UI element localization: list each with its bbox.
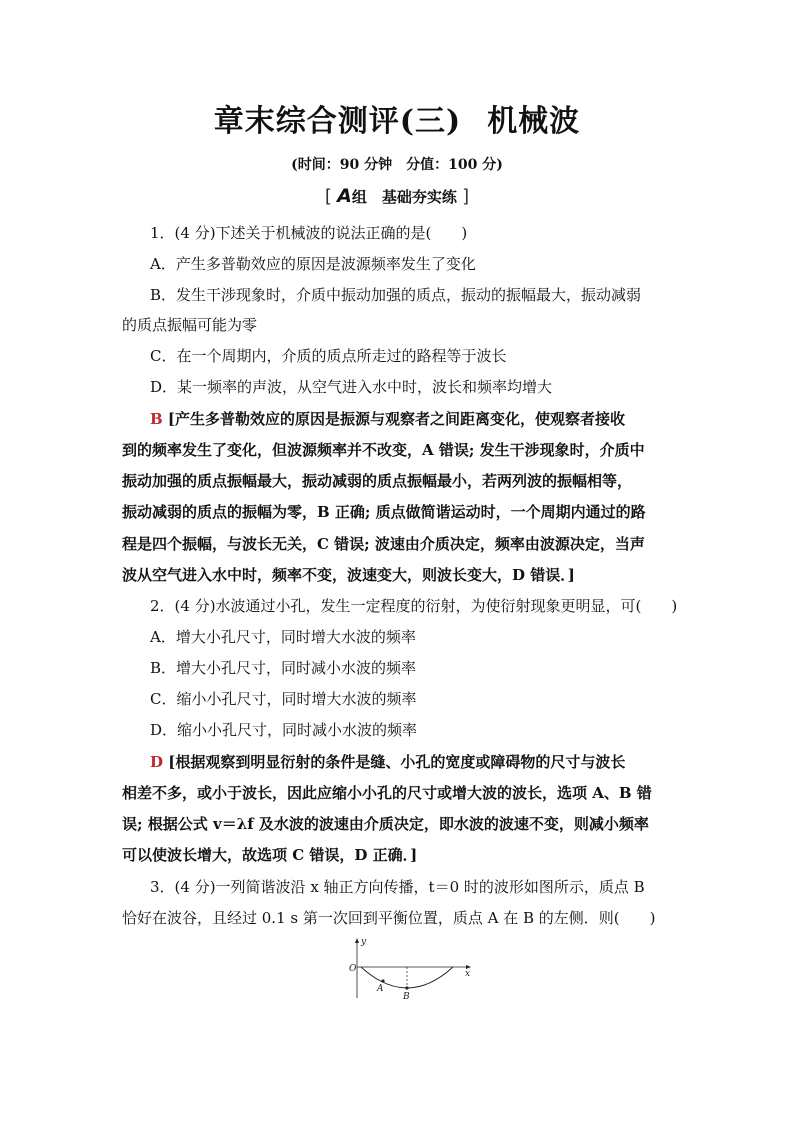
point-a-label: A	[377, 984, 384, 994]
q1-stem: 1．(4 分)下述关于机械波的说法正确的是( )	[150, 224, 468, 242]
q1-answer: B	[150, 410, 163, 428]
section-letter: A	[337, 185, 352, 207]
q1-explanation-line2: 到的频率发生了变化，但波源频率并不改变，A 错误; 发生干涉现象时，介质中	[122, 441, 645, 459]
q2-answer: D	[150, 753, 164, 771]
q1-explanation-line6: 波从空气进入水中时，频率不变，波速变大，则波长变大，D 错误．]	[122, 566, 575, 584]
q2-option-a: A．增大小孔尺寸，同时增大水波的频率	[150, 628, 416, 646]
page-title	[0, 96, 794, 140]
q1-explanation-line5: 程是四个振幅，与波长无关，C 错误; 波速由介质决定，频率由波源决定，当声	[122, 535, 645, 553]
q1-option-b-line1: B．发生干涉现象时，介质中振动加强的质点，振动的振幅最大，振动减弱	[150, 286, 642, 304]
q3-stem-line2: 恰好在波谷，且经过 0.1 s 第一次回到平衡位置，质点 A 在 B 的左侧．则( )	[122, 909, 656, 927]
q2-option-b: B．增大小孔尺寸，同时减小水波的频率	[150, 659, 417, 677]
q1-option-d: D．某一频率的声波，从空气进入水中时，波长和频率均增大	[150, 378, 553, 396]
y-axis-arrow	[355, 938, 359, 943]
q1-explanation-line1	[150, 408, 710, 429]
title-main: 章末综合测评(三)	[213, 104, 462, 139]
exam-info: (时间：90 分钟 分值：100 分)	[291, 157, 503, 173]
section-heading	[0, 185, 794, 207]
x-axis-label: x	[465, 969, 471, 979]
q1-option-c: C．在一个周期内，介质的质点所走过的路程等于波长	[150, 347, 507, 365]
q2-stem: 2．(4 分)水波通过小孔，发生一定程度的衍射，为使衍射现象更明显，可( )	[150, 597, 678, 615]
point-b-marker	[405, 986, 408, 989]
title-topic: 机械波	[487, 104, 581, 139]
wave-figure	[345, 936, 480, 1006]
wave-diagram	[345, 936, 480, 1006]
origin-label: O	[349, 964, 357, 974]
q2-option-d: D．缩小小孔尺寸，同时减小水波的频率	[150, 721, 418, 739]
point-a-marker	[381, 979, 384, 982]
point-b-label: B	[403, 992, 410, 1002]
q2-explanation-text: [根据观察到明显衍射的条件是缝、小孔的宽度或障碍物的尺寸与波长	[168, 753, 626, 771]
q2-explanation-line2: 相差不多，或小于波长，因此应缩小小孔的尺寸或增大波的波长，选项 A、B 错	[122, 784, 652, 802]
section-bracket-right: ]	[462, 186, 470, 207]
q2-explanation-line4: 可以使波长增大，故选项 C 错误，D 正确．]	[122, 846, 418, 864]
section-bracket-left: [	[324, 186, 332, 207]
q3-stem-line1: 3．(4 分)一列简谐波沿 x 轴正方向传播，t＝0 时的波形如图所示，质点 B	[150, 878, 645, 896]
q1-option-b-line2: 的质点振幅可能为零	[122, 316, 258, 334]
section-label: 组 基础夯实练	[351, 188, 457, 206]
q1-explanation-line4: 振动减弱的质点的振幅为零，B 正确; 质点做简谐运动时，一个周期内通过的路	[122, 503, 646, 521]
q2-option-c: C．缩小小孔尺寸，同时增大水波的频率	[150, 690, 417, 708]
q2-explanation-line1	[150, 751, 710, 772]
q1-explanation-text: [产生多普勒效应的原因是振源与观察者之间距离变化，使观察者接收	[167, 410, 626, 428]
q2-explanation-line3: 误; 根据公式 v＝λf 及水波的波速由介质决定，即水波的波速不变，则减小频率	[122, 815, 649, 833]
q1-option-a: A．产生多普勒效应的原因是波源频率发生了变化	[150, 255, 476, 273]
q1-explanation-line3: 振动加强的质点振幅最大，振动减弱的质点振幅最小，若两列波的振幅相等，	[122, 472, 633, 490]
y-axis-label: y	[361, 937, 367, 947]
